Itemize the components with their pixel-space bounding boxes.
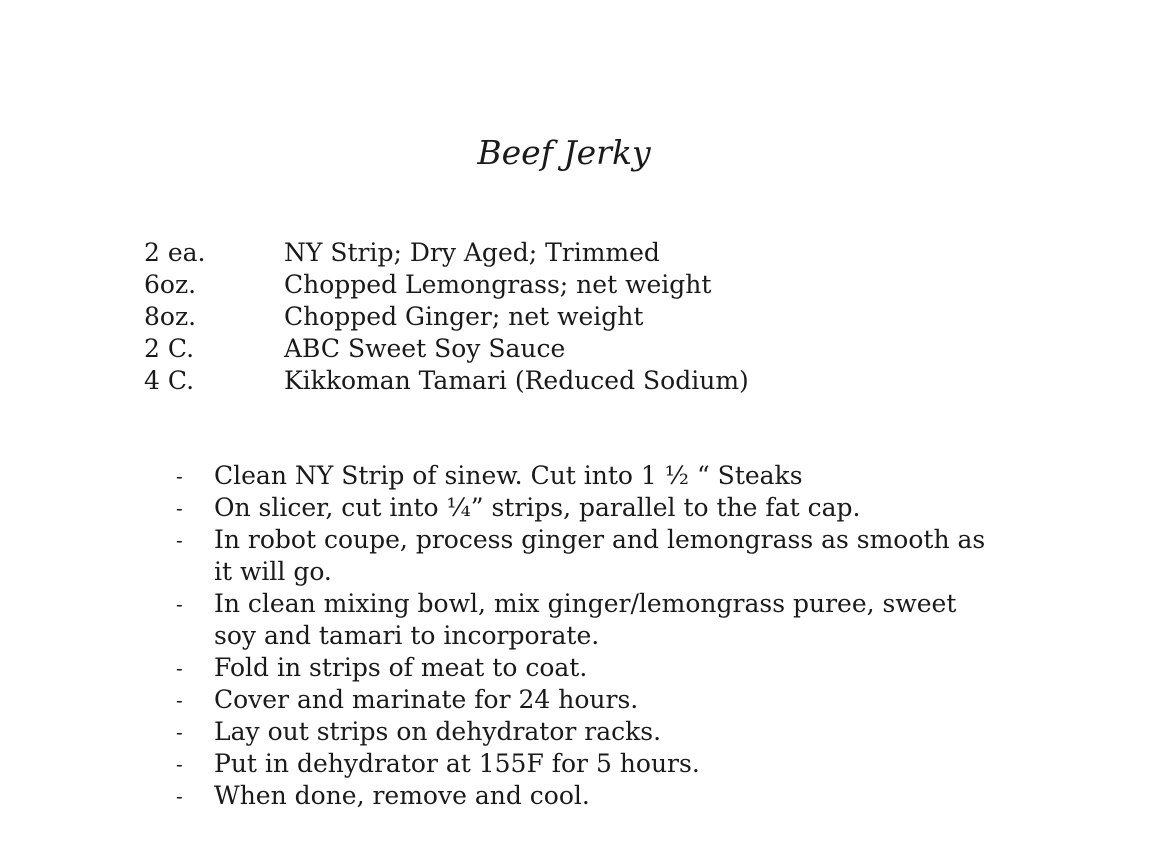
instruction-text: On slicer, cut into ¼” strips, parallel to the fat cap.: [214, 493, 861, 522]
bullet-dash: -: [176, 656, 183, 680]
ingredient-name: NY Strip; Dry Aged; Trimmed: [284, 238, 660, 267]
instruction-step: [176, 460, 996, 492]
instruction-text: Cover and marinate for 24 hours.: [214, 685, 639, 714]
instruction-step: [176, 588, 996, 652]
ingredient-row: [144, 237, 749, 269]
bullet-dash: -: [176, 784, 183, 808]
recipe-title: Beef Jerky: [477, 133, 651, 172]
instruction-text: Clean NY Strip of sinew. Cut into 1 ½ “ Steaks: [214, 461, 803, 490]
ingredient-name: Kikkoman Tamari (Reduced Sodium): [284, 366, 749, 395]
instruction-step: [176, 684, 996, 716]
ingredient-name: Chopped Ginger; net weight: [284, 302, 644, 331]
instruction-step: [176, 716, 996, 748]
instruction-text: In clean mixing bowl, mix ginger/lemongrass puree, sweet soy and tamari to incorporate.: [214, 589, 957, 650]
bullet-dash: -: [176, 496, 183, 520]
ingredient-quantity: 8oz.: [144, 302, 197, 331]
bullet-dash: -: [176, 688, 183, 712]
instruction-step: [176, 652, 996, 684]
instruction-text: When done, remove and cool.: [214, 781, 590, 810]
bullet-dash: -: [176, 752, 183, 776]
ingredient-row: [144, 301, 749, 333]
ingredient-name: Chopped Lemongrass; net weight: [284, 270, 712, 299]
instruction-step: [176, 524, 996, 588]
ingredient-quantity: 2 ea.: [144, 238, 206, 267]
ingredient-name: ABC Sweet Soy Sauce: [284, 334, 566, 363]
instruction-text: In robot coupe, process ginger and lemongrass as smooth as it will go.: [214, 525, 986, 586]
instruction-text: Lay out strips on dehydrator racks.: [214, 717, 662, 746]
ingredient-row: [144, 333, 749, 365]
instruction-step: [176, 748, 996, 780]
bullet-dash: -: [176, 720, 183, 744]
instruction-text: Put in dehydrator at 155F for 5 hours.: [214, 749, 700, 778]
bullet-dash: -: [176, 464, 183, 488]
ingredient-row: [144, 365, 749, 397]
bullet-dash: -: [176, 592, 183, 616]
ingredient-quantity: 4 C.: [144, 366, 195, 395]
instruction-step: [176, 780, 996, 812]
instruction-text: Fold in strips of meat to coat.: [214, 653, 588, 682]
ingredient-quantity: 6oz.: [144, 270, 197, 299]
instruction-step: [176, 492, 996, 524]
bullet-dash: -: [176, 528, 183, 552]
ingredient-quantity: 2 C.: [144, 334, 195, 363]
ingredient-list: [144, 237, 749, 397]
instruction-list: [176, 460, 996, 812]
ingredient-row: [144, 269, 749, 301]
